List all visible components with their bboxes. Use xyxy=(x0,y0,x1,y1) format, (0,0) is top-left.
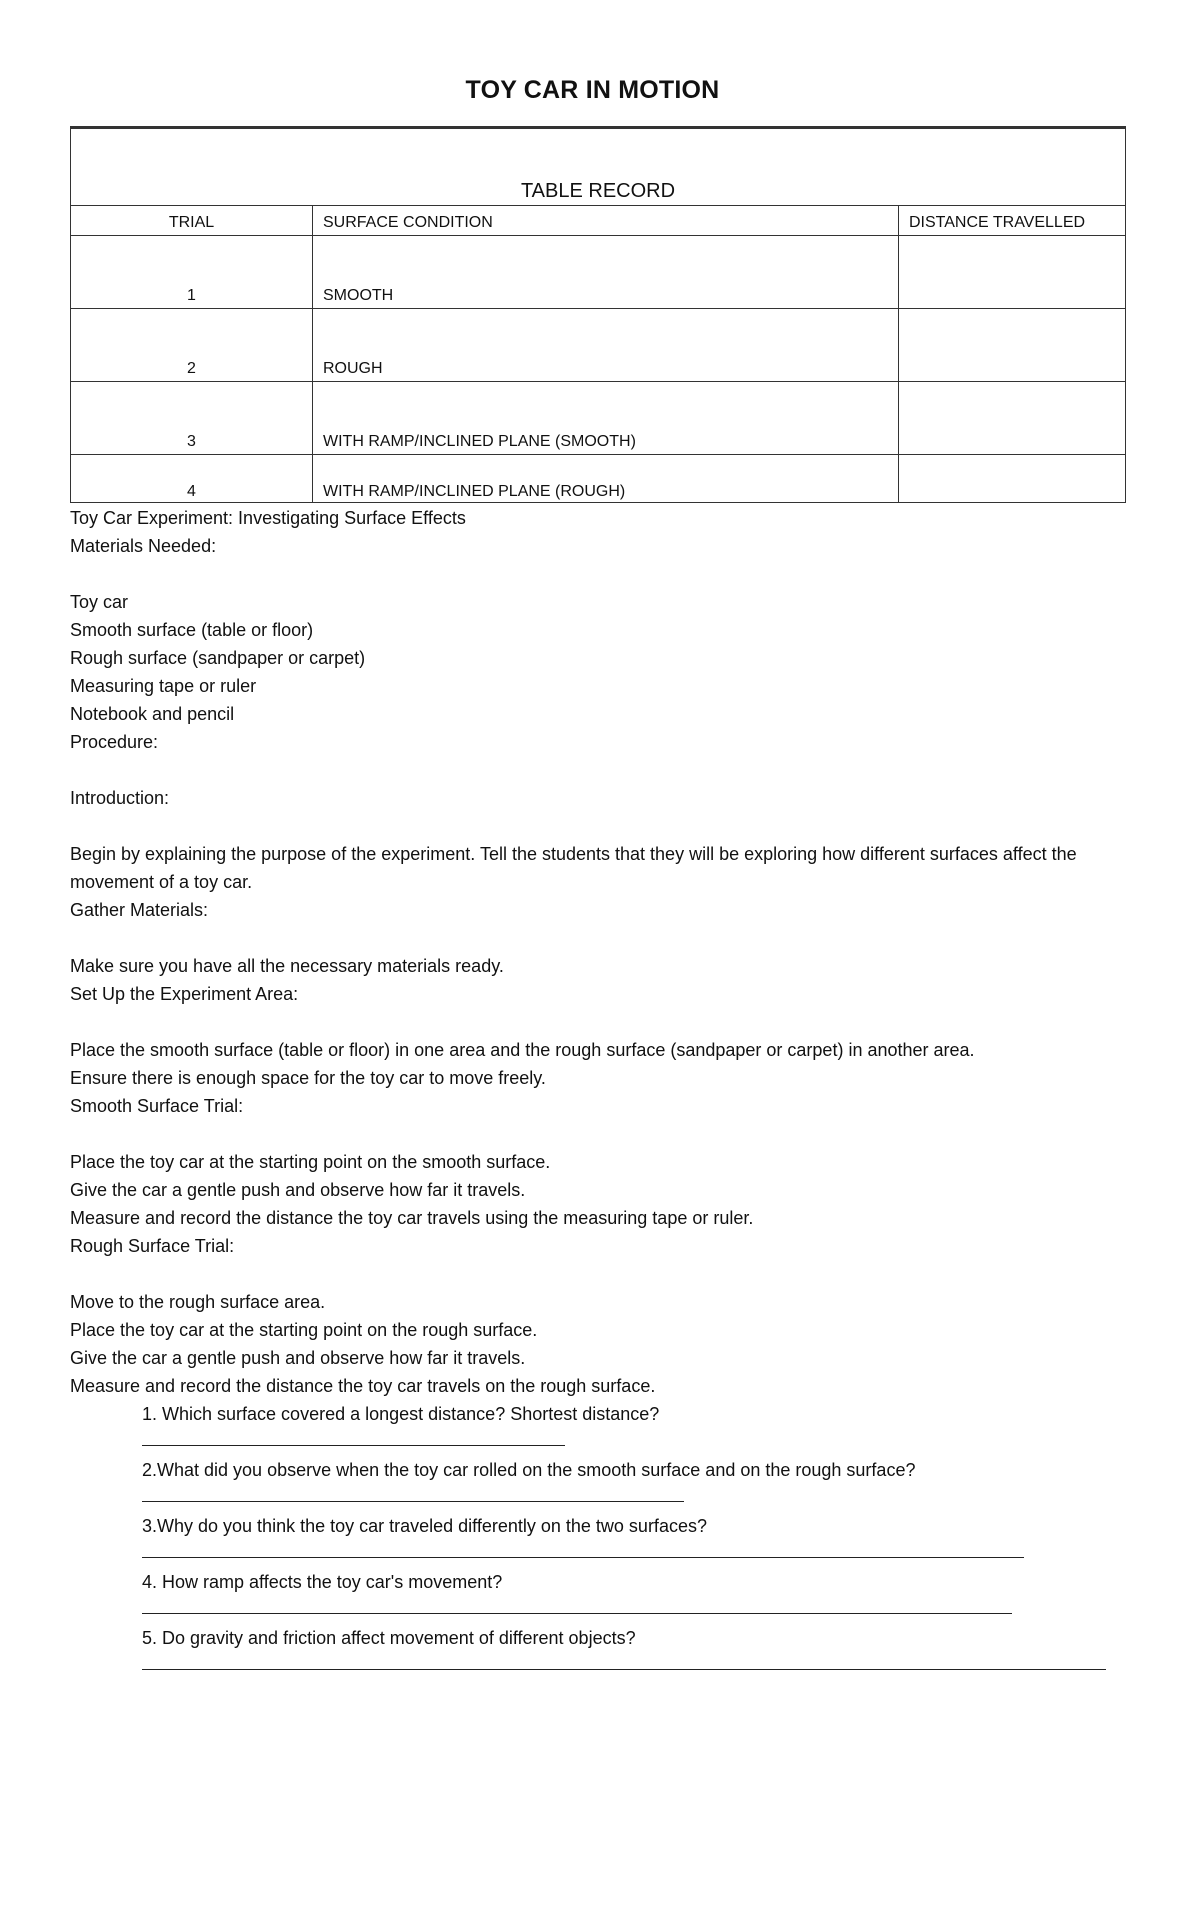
page-title: TOY CAR IN MOTION xyxy=(465,76,720,104)
distance-cell[interactable] xyxy=(899,309,1126,382)
answer-line-2[interactable] xyxy=(70,1484,1130,1512)
rough-step: Place the toy car at the starting point on the rough surface. xyxy=(70,1320,538,1340)
surface-cell: WITH RAMP/INCLINED PLANE (ROUGH) xyxy=(313,455,899,503)
smooth-step: Place the toy car at the starting point on the smooth surface. xyxy=(70,1152,551,1172)
surface-cell: WITH RAMP/INCLINED PLANE (SMOOTH) xyxy=(313,382,899,455)
material-item: Rough surface (sandpaper or carpet) xyxy=(70,648,366,668)
procedure-heading: Procedure: xyxy=(70,732,159,752)
instructions-body xyxy=(70,504,1130,1680)
question-4: 4. How ramp affects the toy car's movement? xyxy=(142,1572,503,1592)
trial-cell: 3 xyxy=(71,382,313,455)
rough-trial-heading: Rough Surface Trial: xyxy=(70,1236,235,1256)
trial-cell: 2 xyxy=(71,309,313,382)
distance-cell[interactable] xyxy=(899,382,1126,455)
setup-text: Place the smooth surface (table or floor) in one area and the rough surface (sandpaper or carpet) in another area. xyxy=(70,1040,975,1060)
rough-step: Move to the rough surface area. xyxy=(70,1292,326,1312)
question-2: 2.What did you observe when the toy car rolled on the smooth surface and on the rough surface? xyxy=(142,1460,916,1480)
experiment-title: Toy Car Experiment: Investigating Surface Effects xyxy=(70,508,466,528)
table-row xyxy=(71,236,1126,309)
setup-text: Ensure there is enough space for the toy car to move freely. xyxy=(70,1068,546,1088)
smooth-step: Give the car a gentle push and observe how far it travels. xyxy=(70,1180,526,1200)
gather-heading: Gather Materials: xyxy=(70,900,209,920)
material-item: Notebook and pencil xyxy=(70,704,235,724)
table-row xyxy=(71,382,1126,455)
material-item: Toy car xyxy=(70,592,129,612)
header-trial: TRIAL xyxy=(71,206,313,236)
answer-line-3[interactable] xyxy=(70,1540,1130,1568)
distance-cell[interactable] xyxy=(899,236,1126,309)
intro-text: Begin by explaining the purpose of the experiment. Tell the students that they will be exploring how different surfaces affect the movement of a toy car. xyxy=(70,844,1077,892)
smooth-step: Measure and record the distance the toy car travels using the measuring tape or ruler. xyxy=(70,1208,754,1228)
rough-step: Give the car a gentle push and observe how far it travels. xyxy=(70,1348,526,1368)
answer-line-4[interactable] xyxy=(70,1596,1130,1624)
header-distance: DISTANCE TRAVELLED xyxy=(899,206,1126,236)
setup-heading: Set Up the Experiment Area: xyxy=(70,984,299,1004)
table-row xyxy=(71,309,1126,382)
trial-cell: 1 xyxy=(71,236,313,309)
table-row xyxy=(71,455,1126,503)
question-3: 3.Why do you think the toy car traveled differently on the two surfaces? xyxy=(142,1516,707,1536)
gather-text: Make sure you have all the necessary materials ready. xyxy=(70,956,504,976)
table-header-row xyxy=(71,206,1126,236)
material-item: Measuring tape or ruler xyxy=(70,676,257,696)
surface-cell: SMOOTH xyxy=(313,236,899,309)
record-table xyxy=(70,126,1126,503)
question-5: 5. Do gravity and friction affect movement of different objects? xyxy=(142,1628,636,1648)
trial-cell: 4 xyxy=(71,455,313,503)
answer-line-5[interactable] xyxy=(70,1652,1130,1680)
question-1: 1. Which surface covered a longest distance? Shortest distance? xyxy=(142,1404,660,1424)
surface-cell: ROUGH xyxy=(313,309,899,382)
distance-cell[interactable] xyxy=(899,455,1126,503)
material-item: Smooth surface (table or floor) xyxy=(70,620,314,640)
rough-step: Measure and record the distance the toy car travels on the rough surface. xyxy=(70,1376,656,1396)
header-surface: SURFACE CONDITION xyxy=(313,206,899,236)
smooth-trial-heading: Smooth Surface Trial: xyxy=(70,1096,244,1116)
intro-heading: Introduction: xyxy=(70,788,170,808)
table-caption: TABLE RECORD xyxy=(71,128,1126,206)
materials-heading: Materials Needed: xyxy=(70,536,217,556)
answer-line-1[interactable] xyxy=(70,1428,1130,1456)
